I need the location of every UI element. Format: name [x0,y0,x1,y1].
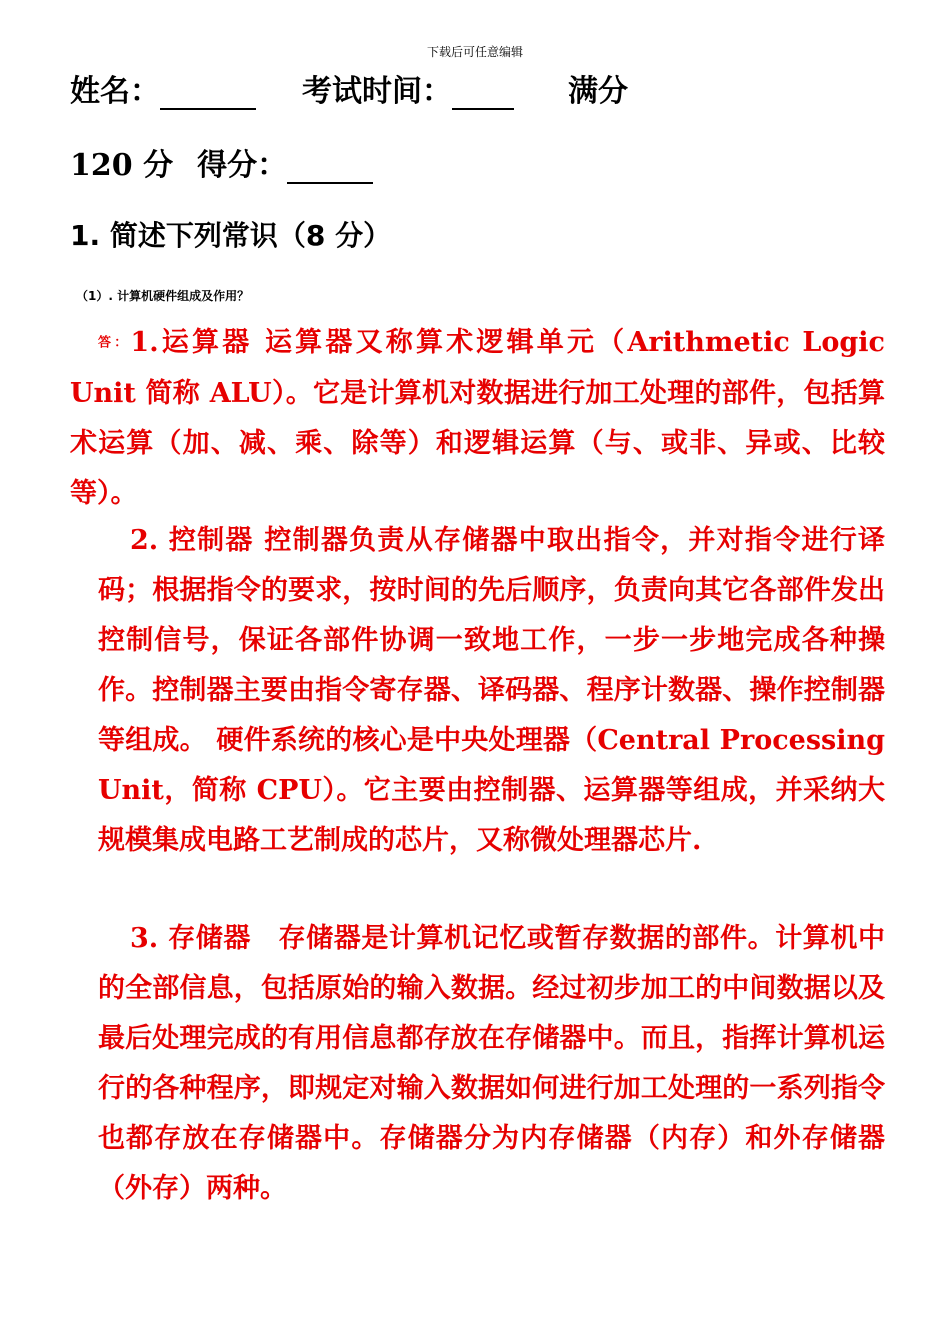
full-score-value: 120 分 [70,148,174,183]
answer-block-1 [70,318,885,519]
full-score-label: 满分 [568,74,628,109]
score-blank [287,152,373,184]
name-label: 姓名： [70,74,160,109]
time-blank [452,78,514,110]
exam-info-line-2 [70,140,373,184]
question-text: （1）. 计算机硬件组成及作用？ [76,289,250,303]
answer-3-text: 3. 存储器 存储器是计算机记忆或暂存数据的部件。计算机中的全部信息，包括原始的输入数据。经过初步加工的中间数据以及最后处理完成的有用信息都存放在存储器中。而且，指挥计算机运行的各种程序，即规定对输入数据如何进行加工处理的一系列指令也都存放在存储器中。存储器分为内存储器（内存）和外存储器（外存）两种。 [98,923,885,1204]
section-title: 1. 简述下列常识（8 分） [70,219,392,252]
name-blank [160,78,256,110]
answer-block-2 [98,516,885,866]
answer-label: 答： [98,335,131,351]
score-label: 得分： [197,148,288,183]
header-note: 下载后可任意编辑 [426,45,523,59]
time-label: 考试时间： [302,74,452,109]
answer-2-text: 2. 控制器 控制器负责从存储器中取出指令，并对指令进行译码；根据指令的要求，按时间的先后顺序，负责向其它各部件发出控制信号，保证各部件协调一致地工作，一步一步地完成各种操作。控制器主要由指令寄存器、译码器、程序计数器、操作控制器等组成。 硬件系统的核心是中央处理器（Central Processing Unit，简称 CPU）。它主要由控制器、运算器等组成，并采纳大规模集成电路工艺制成的芯片，又称微处理器芯片. [98,525,885,856]
exam-info-line-1 [70,66,628,110]
answer-block-3 [98,914,885,1214]
answer-1-text: 1.运算器 运算器又称算术逻辑单元（Arithmetic Logic Unit 简称 ALU）。它是计算机对数据进行加工处理的部件，包括算术运算（加、减、乘、除等）和逻辑运算（与、或非、异或、比较等）。 [70,327,885,509]
